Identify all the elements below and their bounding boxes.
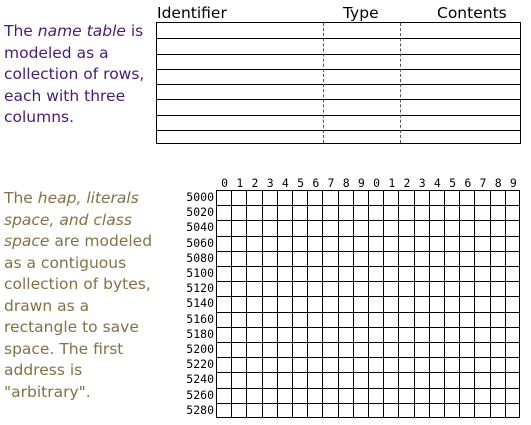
- memory-grid-column-line: [307, 191, 308, 417]
- memory-column-digit: 4: [433, 176, 441, 190]
- memory-caption-before: The: [4, 189, 38, 207]
- memory-column-digit: 9: [357, 176, 365, 190]
- memory-row-address: 5060: [186, 235, 214, 250]
- column-header-type: Type: [343, 4, 379, 22]
- memory-column-digit: 5: [449, 176, 457, 190]
- memory-row-address: 5040: [186, 220, 214, 235]
- memory-grid-column-line: [368, 191, 369, 417]
- memory-grid-column-line: [277, 191, 278, 417]
- memory-row-address: 5200: [186, 342, 214, 356]
- memory-column-digit: 0: [373, 176, 381, 190]
- memory-grid-column-line: [429, 191, 430, 417]
- memory-row-address: 5280: [186, 402, 214, 417]
- memory-grid-column-line: [398, 191, 399, 417]
- memory-column-digit: 2: [403, 176, 411, 190]
- memory-row-address: 5000: [186, 190, 214, 204]
- memory-caption-emphasis: heap, literals space, and class space: [4, 189, 139, 250]
- memory-row-address: 5160: [186, 311, 214, 326]
- memory-column-digit: 8: [494, 176, 502, 190]
- memory-row-address: 5260: [186, 387, 214, 402]
- name-table-column-divider: [400, 23, 401, 143]
- memory-row-address: 5220: [186, 357, 214, 372]
- name-table-row-line: [157, 130, 520, 131]
- memory-grid-column-line: [490, 191, 491, 417]
- memory-row-address: 5100: [186, 266, 214, 280]
- memory-grid-column-line: [505, 191, 506, 417]
- column-header-identifier: Identifier: [157, 4, 227, 22]
- memory-grid-column-line: [444, 191, 445, 417]
- memory-row-address: 5080: [186, 250, 214, 265]
- name-table-row-line: [157, 54, 520, 55]
- name-table-caption-emphasis: name table: [37, 22, 126, 40]
- memory-column-digit: 8: [342, 176, 350, 190]
- memory-column-digit: 3: [266, 176, 274, 190]
- name-table-row-line: [157, 38, 520, 39]
- memory-column-digit: 3: [418, 176, 426, 190]
- name-table-caption: [4, 21, 154, 129]
- memory-grid-column-line: [262, 191, 263, 417]
- name-table-caption-before: The: [4, 22, 38, 40]
- memory-grid-column-line: [353, 191, 354, 417]
- name-table-row-line: [157, 115, 520, 116]
- name-table-row-line: [157, 69, 520, 70]
- memory-column-digit: 7: [479, 176, 487, 190]
- memory-grid-column-line: [338, 191, 339, 417]
- memory-caption: [4, 188, 154, 403]
- memory-row-address: 5140: [186, 296, 214, 311]
- memory-row-address: 5240: [186, 372, 214, 387]
- memory-caption-after: are modeled as a contiguous collection of bytes, drawn as a rectangle to save space. The first address is "arbitrary".: [4, 232, 153, 401]
- memory-column-digit: 7: [327, 176, 335, 190]
- memory-grid-column-line: [383, 191, 384, 417]
- memory-grid-column-line: [474, 191, 475, 417]
- column-header-contents: Contents: [437, 4, 507, 22]
- memory-column-digit: 1: [388, 176, 396, 190]
- memory-column-digit: 6: [312, 176, 320, 190]
- name-table-column-divider: [323, 23, 324, 143]
- memory-grid-column-line: [246, 191, 247, 417]
- name-table-row-line: [157, 84, 520, 85]
- memory-column-digit: 4: [281, 176, 289, 190]
- memory-column-digit: 2: [251, 176, 259, 190]
- memory-grid: [216, 190, 520, 418]
- memory-column-digit: 9: [509, 176, 517, 190]
- memory-column-digit: 6: [464, 176, 472, 190]
- memory-row-address: 5180: [186, 326, 214, 341]
- memory-column-digit: 5: [297, 176, 305, 190]
- memory-grid-column-line: [292, 191, 293, 417]
- name-table-caption-after: is modeled as a collection of rows, each with three columns.: [4, 22, 145, 126]
- memory-column-digit: 1: [236, 176, 244, 190]
- memory-grid-column-line: [231, 191, 232, 417]
- name-table: [156, 22, 521, 144]
- name-table-row-line: [157, 99, 520, 100]
- memory-grid-column-line: [459, 191, 460, 417]
- memory-grid-column-line: [322, 191, 323, 417]
- memory-column-digit: 0: [221, 176, 229, 190]
- memory-row-address: 5020: [186, 205, 214, 220]
- memory-row-address: 5120: [186, 281, 214, 296]
- memory-grid-column-line: [414, 191, 415, 417]
